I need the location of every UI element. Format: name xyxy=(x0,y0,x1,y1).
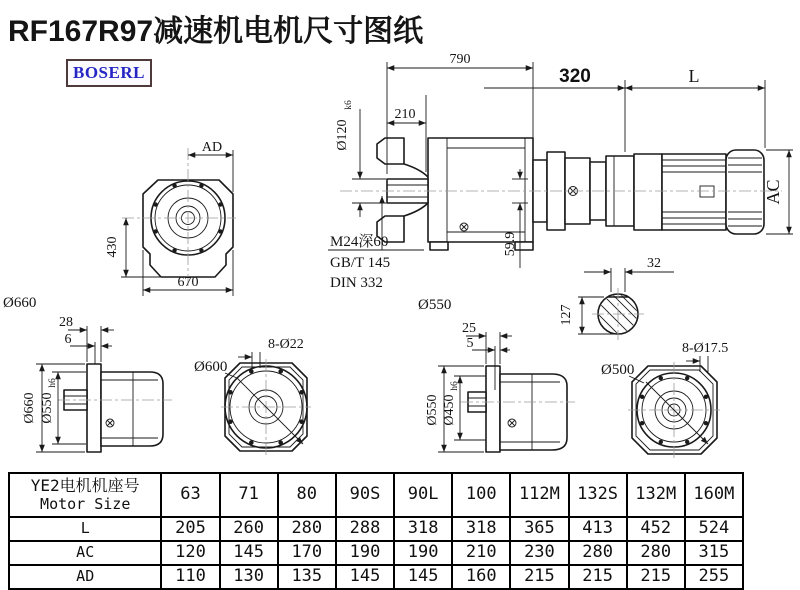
note-std1: GB/T 145 xyxy=(330,255,391,271)
table-row-AC xyxy=(9,541,743,565)
dim-iside-spigot: Ø450 xyxy=(442,394,457,426)
table-cell: 215 xyxy=(627,565,685,589)
dim-210: 210 xyxy=(394,107,416,122)
dim-28: 28 xyxy=(59,315,73,330)
output-flange-side-view xyxy=(22,315,172,452)
table-cell: 145 xyxy=(336,565,394,589)
dim-oflange-bc: Ø600 xyxy=(194,359,228,375)
dim-32: 32 xyxy=(647,256,661,271)
row-label: AC xyxy=(9,541,161,565)
dim-430: 430 xyxy=(105,236,120,258)
note-std2: DIN 332 xyxy=(330,275,383,291)
table-row-L xyxy=(9,517,743,541)
gearbox-motor-side-view xyxy=(328,52,793,313)
motor-flange-front-view xyxy=(601,341,728,458)
dim-25: 25 xyxy=(462,321,476,336)
col-header: 100 xyxy=(452,473,510,517)
output-flange-front-view xyxy=(194,337,311,455)
dim-790: 790 xyxy=(449,52,471,67)
table-cell: 280 xyxy=(569,541,627,565)
table-header-row xyxy=(9,473,743,517)
dim-127: 127 xyxy=(559,304,574,326)
dim-AC: AC xyxy=(763,179,783,205)
header-en: Motor Size xyxy=(40,494,131,513)
dim-670: 670 xyxy=(177,275,199,290)
dim-iside-od: Ø550 xyxy=(425,394,440,426)
motor-body xyxy=(634,150,764,234)
motor-size-table xyxy=(8,472,744,590)
dim-6: 6 xyxy=(64,332,72,347)
table-cell: 190 xyxy=(394,541,452,565)
gearbox-body xyxy=(428,138,533,242)
dim-oside-spigot-tol: h6 xyxy=(48,378,58,388)
table-cell: 230 xyxy=(510,541,568,565)
table-cell: 215 xyxy=(510,565,568,589)
table-cell: 255 xyxy=(685,565,743,589)
table-cell: 280 xyxy=(627,541,685,565)
dim-shaft-dia: Ø120 xyxy=(335,119,350,151)
dim-oflange-holes: 8-Ø22 xyxy=(268,337,304,352)
table-cell: 135 xyxy=(278,565,336,589)
table-cell: 318 xyxy=(452,517,510,541)
table-cell: 288 xyxy=(336,517,394,541)
table-cell: 280 xyxy=(278,517,336,541)
shaft-cross-section xyxy=(559,256,674,348)
dim-oside-spigot: Ø550 xyxy=(40,392,55,424)
col-header: 112M xyxy=(510,473,568,517)
dim-front-od: Ø660 xyxy=(3,295,37,311)
col-header: 132M xyxy=(627,473,685,517)
page-title: RF167R97减速机电机尺寸图纸 xyxy=(8,15,424,48)
table-cell: 452 xyxy=(627,517,685,541)
table-cell: 318 xyxy=(394,517,452,541)
col-header: 80 xyxy=(278,473,336,517)
dim-59-9: 59.9 xyxy=(503,231,518,257)
dim-iflange-bc: Ø500 xyxy=(601,362,635,378)
dim-oside-od: Ø660 xyxy=(22,392,37,424)
table-cell: 190 xyxy=(336,541,394,565)
brand-logo: BOSERL xyxy=(66,59,152,87)
dim-main-flange: Ø550 xyxy=(418,297,452,313)
dim-320: 320 xyxy=(559,66,591,87)
dim-shaft-tol: k6 xyxy=(344,100,354,110)
dim-5: 5 xyxy=(466,336,474,351)
table-cell: 315 xyxy=(685,541,743,565)
table-cell: 110 xyxy=(161,565,219,589)
col-header: 160M xyxy=(685,473,743,517)
col-header: 90S xyxy=(336,473,394,517)
table-cell: 413 xyxy=(569,517,627,541)
table-cell: 145 xyxy=(394,565,452,589)
motor-flange-side-view xyxy=(425,321,575,452)
table-header-cell xyxy=(9,473,161,517)
header-cn: YE2电机机座号 xyxy=(30,476,140,496)
table-cell: 210 xyxy=(452,541,510,565)
col-header: 132S xyxy=(569,473,627,517)
dim-ad: AD xyxy=(201,140,223,155)
col-header: 63 xyxy=(161,473,219,517)
col-header: 71 xyxy=(220,473,278,517)
table-cell: 365 xyxy=(510,517,568,541)
row-label: L xyxy=(9,517,161,541)
table-cell: 145 xyxy=(220,541,278,565)
table-cell: 120 xyxy=(161,541,219,565)
row-label: AD xyxy=(9,565,161,589)
dim-L: L xyxy=(688,66,700,86)
table-cell: 205 xyxy=(161,517,219,541)
col-header: 90L xyxy=(394,473,452,517)
table-cell: 170 xyxy=(278,541,336,565)
note-tap: M24深60 xyxy=(330,234,389,250)
table-cell: 215 xyxy=(569,565,627,589)
table-cell: 130 xyxy=(220,565,278,589)
table-cell: 260 xyxy=(220,517,278,541)
dim-iside-spigot-tol: h6 xyxy=(450,381,460,391)
table-row-AD xyxy=(9,565,743,589)
dim-iflange-holes: 8-Ø17.5 xyxy=(682,341,729,356)
table-cell: 524 xyxy=(685,517,743,541)
table-cell: 160 xyxy=(452,565,510,589)
gearbox-front-view xyxy=(3,140,236,311)
